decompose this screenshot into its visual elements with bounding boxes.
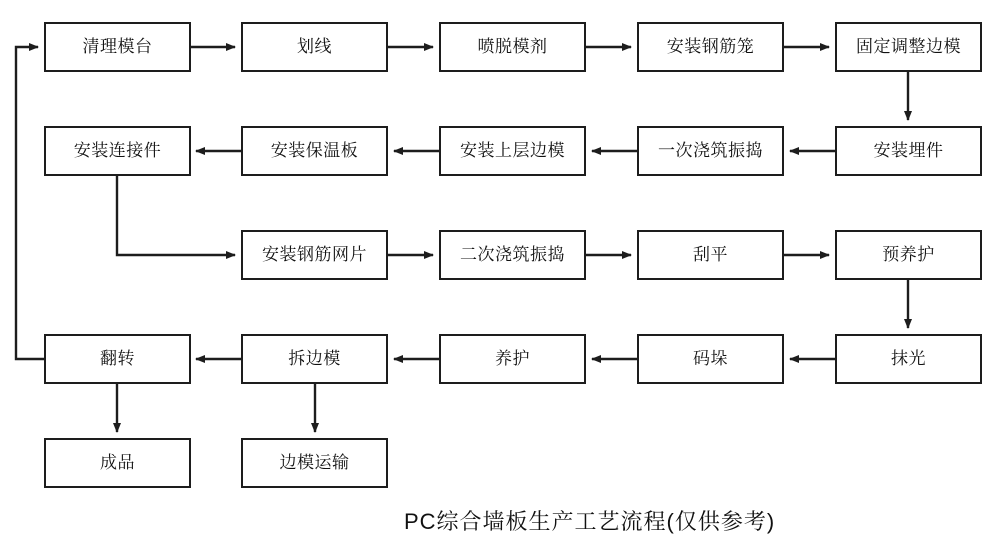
node-chai-bianmo[interactable] xyxy=(241,334,388,384)
node-label: 清理模台 xyxy=(82,36,153,56)
node-pen-tuomoji[interactable] xyxy=(439,22,586,72)
node-guding-tiaozheng-bianmo[interactable] xyxy=(835,22,982,72)
node-label: 码垛 xyxy=(693,348,728,368)
node-label: 刮平 xyxy=(693,244,728,264)
node-yici-jiaozhu-zhendao[interactable] xyxy=(637,126,784,176)
node-fanzhuan[interactable] xyxy=(44,334,191,384)
node-label: 养护 xyxy=(495,348,530,368)
node-label: 固定调整边模 xyxy=(856,36,961,56)
arrow-n10-n11 xyxy=(117,176,235,255)
node-label: 预养护 xyxy=(882,244,935,264)
node-label: 安装保温板 xyxy=(270,140,359,160)
diagram-caption: PC综合墙板生产工艺流程(仅供参考) xyxy=(404,509,776,534)
node-label: 安装钢筋笼 xyxy=(666,36,755,56)
node-label: 安装埋件 xyxy=(873,140,944,160)
node-anzhuang-gangjin-wangpian[interactable] xyxy=(241,230,388,280)
arrow-loop-back xyxy=(16,47,44,359)
node-label: 边模运输 xyxy=(279,452,350,472)
node-label: 抹光 xyxy=(891,348,926,368)
node-huaxian[interactable] xyxy=(241,22,388,72)
node-label: 二次浇筑振捣 xyxy=(460,244,565,264)
node-anzhuang-lianjiejian[interactable] xyxy=(44,126,191,176)
node-label: 翻转 xyxy=(100,348,135,368)
node-anzhuang-baowenban[interactable] xyxy=(241,126,388,176)
node-anzhuang-gangjinlong[interactable] xyxy=(637,22,784,72)
node-guaping[interactable] xyxy=(637,230,784,280)
node-erci-jiaozhu-zhendao[interactable] xyxy=(439,230,586,280)
node-label: 安装连接件 xyxy=(73,140,162,160)
node-bianmo-yunshu[interactable] xyxy=(241,438,388,488)
node-anzhuang-maijian[interactable] xyxy=(835,126,982,176)
node-label: 安装上层边模 xyxy=(460,140,565,160)
node-qingli-motai[interactable] xyxy=(44,22,191,72)
node-label: 安装钢筋网片 xyxy=(262,244,367,264)
node-moguang[interactable] xyxy=(835,334,982,384)
node-label: 成品 xyxy=(100,452,135,472)
node-label: 一次浇筑振捣 xyxy=(658,140,763,160)
node-label: 拆边模 xyxy=(288,348,341,368)
node-anzhuang-shangceng-bianmo[interactable] xyxy=(439,126,586,176)
node-label: 划线 xyxy=(297,36,332,56)
node-maduo[interactable] xyxy=(637,334,784,384)
node-label: 喷脱模剂 xyxy=(477,36,548,56)
node-yuyanghu[interactable] xyxy=(835,230,982,280)
node-yanghu[interactable] xyxy=(439,334,586,384)
node-chengpin[interactable] xyxy=(44,438,191,488)
